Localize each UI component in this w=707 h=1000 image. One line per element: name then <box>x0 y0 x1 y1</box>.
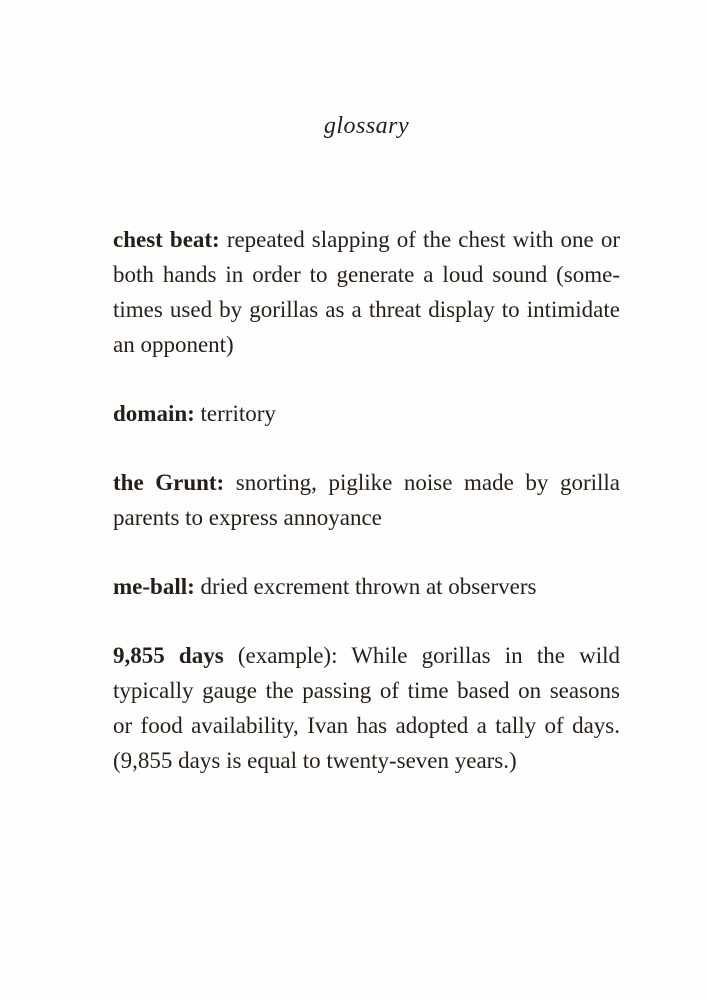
page-title: glossary <box>323 113 410 139</box>
entry-text: an opponent) <box>113 332 234 357</box>
entry-text: snorting, piglike noise made by gorilla <box>224 470 620 495</box>
glossary-entry <box>113 569 620 604</box>
entry-term: domain: <box>113 401 195 426</box>
entry-text: typically gauge the passing of time based on seasons <box>113 678 620 703</box>
glossary-entry <box>113 638 620 778</box>
entry-text: repeated slapping of the chest with one or <box>219 227 620 252</box>
glossary-entry <box>113 465 620 535</box>
entry-text: or food availability, Ivan has adopted a tally of days. <box>113 713 620 738</box>
entry-line <box>113 708 620 743</box>
entry-line <box>113 673 620 708</box>
glossary-entries <box>113 222 620 778</box>
entry-term: me-ball: <box>113 574 195 599</box>
entry-line <box>113 396 620 431</box>
entry-line <box>113 465 620 500</box>
entry-line <box>113 257 620 292</box>
entry-text: both hands in order to generate a loud sound (some- <box>113 262 620 287</box>
entry-text: (9,855 days is equal to twenty-seven years.) <box>113 748 517 773</box>
entry-term: the Grunt: <box>113 470 225 495</box>
entry-text: (example): While gorillas in the wild <box>223 643 620 668</box>
entry-text: dried excrement thrown at observers <box>194 574 537 599</box>
entry-term: 9,855 days <box>113 643 224 668</box>
entry-term: chest beat: <box>113 227 220 252</box>
entry-line <box>113 638 620 673</box>
entry-line <box>113 327 620 362</box>
entry-text: parents to express annoyance <box>113 505 382 530</box>
entry-line <box>113 292 620 327</box>
glossary-entry <box>113 396 620 431</box>
glossary-entry <box>113 222 620 362</box>
entry-text: territory <box>194 401 276 426</box>
entry-line <box>113 500 620 535</box>
entry-text: times used by gorillas as a threat display to intimidate <box>113 297 620 322</box>
entry-line <box>113 222 620 257</box>
entry-line <box>113 569 620 604</box>
entry-line <box>113 743 620 778</box>
